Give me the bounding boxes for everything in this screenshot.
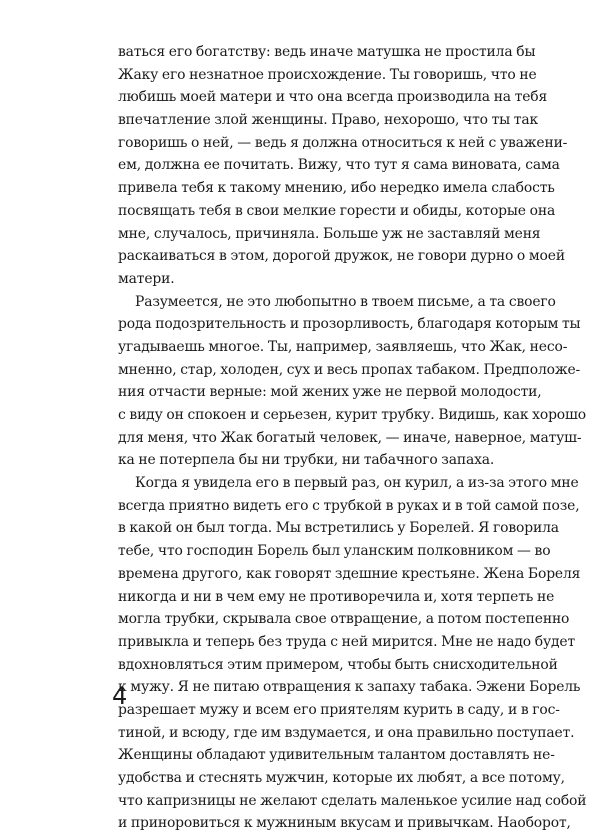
text-line: времена другого, как говорят здешние крестьяне. Жена Бореля xyxy=(118,565,581,582)
text-line: и приноровиться к мужниным вкусам и привычкам. Наоборот, xyxy=(118,815,571,832)
text-line: Жаку его незнатное происхождение. Ты говоришь, что не xyxy=(118,66,537,83)
text-line: привела тебя к такому мнению, ибо нередко имела слабость xyxy=(118,180,555,197)
text-line: впечатление злой женщины. Право, нехорошо, что ты так xyxy=(118,112,538,129)
text-line: в какой он был тогда. Мы встретились у Борелей. Я говорила xyxy=(118,520,559,537)
text-line: говоришь о ней, — ведь я должна относиться к ней с уважени- xyxy=(118,134,568,151)
text-line: ния отчасти верные: мой жених уже не первой молодости, xyxy=(118,384,542,401)
text-line: ка не потерпела бы ни трубки, ни табачного запаха. xyxy=(118,452,495,469)
text-line: тиной, и всюду, где им вздумается, и она правильно поступает. xyxy=(118,724,575,741)
text-line: матери. xyxy=(118,270,175,287)
text-line: для меня, что Жак богатый человек, — иначе, наверное, матуш- xyxy=(118,429,582,446)
text-line: тебе, что господин Борель был уланским полковником — во xyxy=(118,543,551,560)
text-line: любишь моей матери и что она всегда производила на тебя xyxy=(118,89,548,106)
text-line: раскаиваться в этом, дорогой дружок, не говори дурно о моей xyxy=(118,248,565,265)
page-number: 4 xyxy=(112,682,128,710)
body-text xyxy=(118,41,587,835)
text-line: Женщины обладают удивительным талантом доставлять не- xyxy=(118,747,555,764)
text-line: мне, случалось, причиняла. Больше уж не заставляй меня xyxy=(118,225,541,242)
text-line: ем, должна ее почитать. Вижу, что тут я сама виновата, сама xyxy=(118,157,560,174)
paragraph-start-line: Разумеется, не это любопытно в твоем письме, а та своего xyxy=(135,293,556,310)
text-line: мненно, стар, холоден, сух и весь пропах табаком. Предположе- xyxy=(118,361,581,378)
text-line: удобства и стеснять мужчин, которые их любят, а все потому, xyxy=(118,770,565,786)
text-line: могла трубки, скрывала свое отвращение, а потом постепенно xyxy=(118,611,570,628)
text-line: ваться его богатству: ведь иначе матушка не простила бы xyxy=(118,44,536,60)
text-line: к мужу. Я не питаю отвращения к запаху табака. Эжени Борель xyxy=(118,679,581,696)
text-line: угадываешь многое. Ты, например, заявляешь, что Жак, несо- xyxy=(118,338,568,355)
text-line: с виду он спокоен и серьезен, курит трубку. Видишь, как хорошо xyxy=(118,407,586,423)
paragraph-start-line: Когда я увидела его в первый раз, он курил, а из-за этого мне xyxy=(135,475,579,492)
text-line: рода подозрительность и прозорливость, благодаря которым ты xyxy=(118,316,581,333)
text-line: вдохновляться этим примером, чтобы быть снисходительной xyxy=(118,656,558,673)
text-line: разрешает мужу и всем его приятелям курить в саду, и в гос- xyxy=(118,701,560,718)
text-line: что капризницы не желают сделать маленькое усилие над собой xyxy=(118,792,587,809)
text-line: всегда приятно видеть его с трубкой в руках и в той самой позе, xyxy=(118,497,580,514)
text-line: привыкла и теперь без труда с ней мирится. Мне не надо будет xyxy=(118,633,575,650)
text-line: посвящать тебя в свои мелкие горести и обиды, которые она xyxy=(118,202,556,219)
text-line: никогда и ни в чем ему не противоречила и, хотя терпеть не xyxy=(118,588,555,605)
